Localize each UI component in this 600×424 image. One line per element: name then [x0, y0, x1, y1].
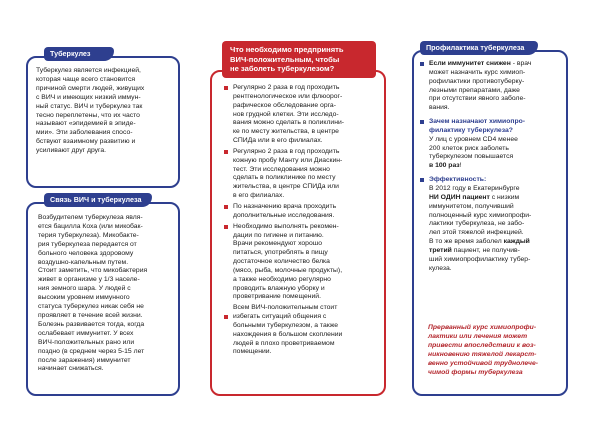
list-item: Необходимо выполнять рекомен- дации по гигиене и питанию. Врачи рекомендуют хорошо питаться, употреблять в пищу достаточное количество белка (мясо, рыба, молочные продукты), а также необходимо регулярно проводить влажную уборку и проветривание помещений.: [224, 223, 382, 303]
prevention-list-wrap: [224, 84, 382, 359]
list-item: Всем ВИЧ-положительным стоит избегать ситуаций общения с больными туберкулезом, а также нахождения в большом скоплении людей в плохо проветриваемом помещении.: [224, 304, 382, 357]
list-item: Регулярно 2 раза в год проходить кожную пробу Манту или Диаскин- тест. Эти исследования можно сделать в поликлинике по месту жительства, в центре СПИДа или в его филиалах.: [224, 148, 382, 201]
bullet-icon: [224, 150, 228, 154]
tuberculosis-title: Туберкулез: [44, 47, 114, 61]
list-item: По назначению врача проходить дополнительные исследования.: [224, 203, 382, 221]
prevention-list: [224, 84, 382, 357]
list-item: Если иммунитет снижен - врач может назначить курс химиоп- рофилактики противотуберку- лезными препаратами, даже при отсутствии явного заболе- вания.: [420, 60, 566, 113]
list-item: Эффективность: В 2012 году в Екатеринбурге НИ ОДИН пациент с низким иммунитетом, получивший полноценный курс химиопрофи- лактики туберкулеза, не забо- лел этой тяжелой инфекцией. В то же время заболел каждый третий пациент, не получив- ший химиопрофилактику тубер- кулеза.: [420, 176, 566, 273]
bullet-icon: [420, 178, 424, 182]
tuberculosis-text: Туберкулез является инфекцией, которая чаще всего становится причиной смерти людей, живущих с ВИЧ и имеющих низкий иммун- ный статус. ВИЧ и туберкулез так тесно переплетены, что их часто называют «эпидемией в эпиде- мии». Эти заболевания спосо- бствуют взаимному развитию и усиливают друг друга.: [36, 67, 145, 155]
bullet-icon: [420, 62, 424, 66]
bullet-icon: [224, 86, 228, 90]
bullet-icon: [224, 205, 228, 209]
bullet-icon: [420, 120, 424, 124]
hiv-tb-link-title: Связь ВИЧ и туберкулеза: [44, 193, 152, 207]
prevention-title: Что необходимо предпринять ВИЧ-положительным, чтобы не заболеть туберкулезом?: [222, 41, 376, 78]
prophylaxis-warning: Прерванный курс химиопрофи- лактики или лечения может привести впоследствии к воз- никновению тяжелой лекарст- венно устойчивой труднолече- чимой формы туберкулеза: [428, 324, 539, 376]
prophylaxis-list: [420, 60, 566, 273]
list-item: Зачем назначают химиопро- филактику туберкулеза? У лиц с уровнем CD4 менее 200 клеток риск заболеть туберкулезом повышается в 100 раз!: [420, 118, 566, 171]
bullet-icon: [224, 225, 228, 229]
hiv-tb-link-text: Возбудителем туберкулеза явля- ется бацилла Коха (или микобак- терия туберкулеза). Микобакте- рия туберкулеза передается от больного человека здоровому воздушно-капельным путем. Стоит заметить, что микобактерия живет в организме у 1/3 населе- ния земного шара. У людей с высоким уровнем иммунного статуса туберкулез никак себя не проявляет в течение всей жизни. Болезнь развивается тогда, когда ослабевает иммунитет. У всех ВИЧ-положительных рано или поздно (в среднем через 5-15 лет после заражения) иммунитет начинает снижаться.: [38, 214, 148, 373]
prophylaxis-list-wrap: [420, 60, 566, 275]
list-item: Регулярно 2 раза в год проходить рентгенологическое или флюорог- рафическое обследование орга- нов грудной клетки. Эти исследо- вания можно сделать в поликлини- ке по месту жительства, в центре СПИДа или в его филиалах.: [224, 84, 382, 146]
prophylaxis-title: Профилактика туберкулеза: [420, 41, 538, 55]
bullet-icon: [224, 315, 228, 319]
